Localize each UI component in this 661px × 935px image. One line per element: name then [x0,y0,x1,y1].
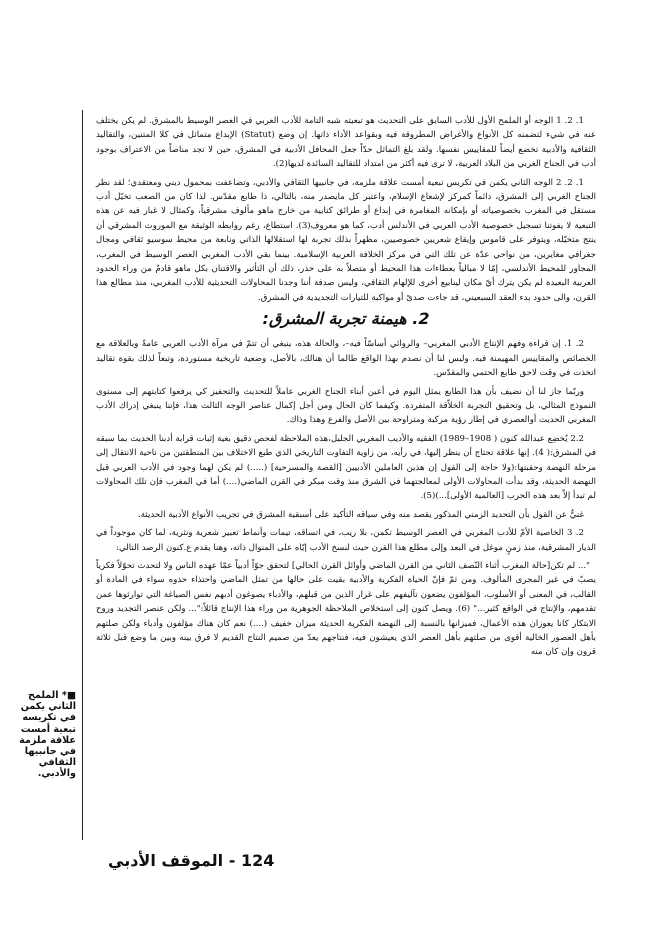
block-quote: "... لم تكن[حالة المغرب أثناء النّصف الثاني من القرن الماضي وأوائل القرن الحالي] لتحقق جوّاً أدبياً عمّا عهده الناس ولا لتحدث تحوّلاً فكرياً يصبّ في غير المجرى المألوف. ومن ثمّ فإنّ الحياة الفكرية والأدبية بقيت على حالها من تمثل الماضي واحتذاء حذوه سواء في المادة أو القالب، في المعنى أو الأسلوب، المؤلفون يضعون تآليفهم على غرار الذين من قبلهم، والأدباء يصوغون أدبهم نفس الصياغة التي توارثوها عمن تقدمهم، والإنتاج في الواقع كثير..." (6). ويصل كنون إلى استخلاص الملاحظة الجوهرية من وراء هذا الإنتاج قائلاً:"... ولكن عنصر التجديد وروح الابتكار كانا يعوزان هذه الأعمال، فميزانها بالنسبة إلى النهضة الفكرية الحديثة ميزان خفيف (....) نعم كان هناك مؤلفون وأدباء ولكن صلتهم بأهل العصور الخالية أقوى من صلتهم بأهل العصر الذي يعيشون فيه، فنتاجهم يعدّ من صميم النتاج القديم لا فرق بينه وبين ما وضع قبل ثلاثة قرون وإن كان منه [96,560,596,658]
paragraph-2-3: 2. 3 الخاصية الأمّ للأدب المغربي في العصر الوسيط تكمن، بلا ريب، في اتساقه، تيمات وأنماط تعبير شعرية ونثرية، لما كان موجوداً في الديار المشرقية، منذ زمنٍ موغل في البعد وإلى مطلع هذا القرن حيث لنسخ الأدب إيّاه على المنوال ذاته، وهنا يقدم ع.كنون الرصد التالي: [96,528,596,553]
paragraph-1-2-1: 1. 2. 1 الوجه أو الملمح الأول للأدب السابق على التحديث هو تبعيته شبه التامة للأدب العربي في العصر الوسيط بالمشرق. لم يكن يختلف عنه في شيء لتضمنه كل الأنواع والأغراض المطروقة فيه وبقواعد الأداء ذاتها. إن وضع (Statut) الإبداع متماثل في كلا المتنين، والتقاليد الثقافية والأدبية تخضع أيضاً للمقاييس نفسها. ولقد بلغ التماثل حدّاً جعل المحافل الأدبية في المشرق، حين لا تجد مناصاً من الاعتراف بوجود أدب في الجناح الغربي من البلاد العربية، لا ترى فيه أكثر من امتداد للتقاليد السائدة لديها(2). [96,116,597,170]
section-heading: 2. هيمنة تجربة المشرق: [262,309,430,329]
margin-pull-quote: ■* الملمح الثاني يكمن في تكريسه تبعية أمست علاقة ملزمة في جانبيها الثقافي والأدبي. [19,690,76,780]
paragraph-2-2: 2.2 يُخضِع عبدالله كنون ( 1908–1989) الفقيه والأديب المغربي الجليل،هذه الملاحظة لفحص دقيق بغية إثبات قرابة أدبنا الحديث بما سبقه في المشرق:( 4). إنها علاقة تحتاج أن ينظر إليها، في رأيه، من زاوية التفاوت التاريخي الذي طبع الاختلاف بين المنطقتين من ناحية الانتقال إلى مرحلة النهضة وحقبتها:(ولا حاجة إلى القول إن هذين العاملين الأدبيين [القصة والمسرحية] (.....) لم يكن لهما وجود في الأدب العربي قبل النهضة الحديثة، وقد بدأت المحاولات الأولى لمعالجتهما في الشرق منذ وقت مبكر في القرن الماضي(....) أما في المغرب فإن تلك المحاولات لم تبدأ إلاّ بعد هذه الحرب [العالمية الأولى]...)(5). [96,433,596,502]
page-footer: 124 - الموقف الأدبي [108,851,275,870]
paragraph-2-2-note: غنيٌّ عن القول بأن التحديد الزمني المذكور يقصد منه وفي سياقه التأكيد على أسبقية المشرق في تجريب الأنواع الأدبية الحديثة. [138,509,584,520]
paragraph-1-2-2: 1. 2. 2 الوجه الثاني يكمن في تكريس تبعية أمست علاقة ملزمة، في جانبيها الثقافي والأدبي، وتضاعفت بمحمول ديني ومعتقدي؛ لقد نظر الجناح الغربي إلى المشرق، دائماً كمركز لإشعاع الإسلام، واعتبر كل مايصدر منه، بالتالي، ذا طابع مقدّس. لذا كان من الصعب تخيّل أدب مستقل في المغرب بخصوصياته أو بإمكانه المغامرة في إبداع أو طرائق كتابية من خارج ماهو مألوف مشرقياً، وكمثال لا غبار فيه عن هذه التبعية لا يفوتنا تسجيل خصوصية الأدب العربي في الأندلس أدب، كما هو معروف(3). استطاع، رغم روابطه الوثيقة مع الموروث المشرقي أن ينتج متخيّله، ويتوفر على قاموس وإيقاع شعريين خصوصيين، مظهراً بذلك تجربة لها استقلالها الذاتي ونابعة من محيط سوسيو ثقافي ومجال جغرافي مغايرين، من نواحي عدّة عن تلك التي في مركز الخلافة العربية الإسلامية. بينما بقي الأدب المغربي العصر الوسيط في المغرب، المجاور للمحيط الأندلسي، إمّا لا مبالياً بعطاءات هذا المحيط أو متصلاً به على حذر، ذلك أن التأثير والاقتنان بكل ماهو قادمٌ من وراء الحدود العربية البعيدة لم يكن يترك أيّ مكان لينابيع أخرى للإلهام الثقافي، وليس صدفة أننا وجدنا المحاولات التحديثية للأدب المغربي، منذ مطالع هذا القرن، والى حدود بدء العقد السبعيني، قد جاءت صدىً أو مواكبة للتيارات التجديدية في المشرق. [96,177,596,303]
article-body [96,114,596,660]
paragraph-2-1-continued: وربّما جاز لنا أن نضيف بأن هذا الطابع يمثل اليوم في أعين أبناء الجناح الغربي عاملاً للتحديث والتحفيز كي يرفعوا كتابتهم إلى مستوى النموذج المثالي، بل وتحقيق التجربة الخلاّقة المتفردة. وكيفما كان الحال ومن أجل إكمال عناصر الوجه الثالث هذا، فإننا ينبغي إدراك الأدب المغربي الحديث أوالعصري في إطار رؤية مركبة ومتراوحة بين الأصل والفرع وهذا وذاك. [96,386,596,426]
paragraph-2-1: 2. 1. إن قراءة وفهم الإنتاج الأدبي المغربي– والروائي أساسّاً فيه–، والحالة هذه، ينبغي أن تتمّ في مرآة الأدب العربي عامةً وبالعلاقة مع الخصائص والمقاييس المهيمنة فيه. وليس لنا أن نصدم بهذا الواقع طالما أن هنالك، بالأصل، وضعية تاريخية مستوردة، وتبعاً لذلك بقوة تقاليد اتخذت في وقت لاحق طابع الحتمي والمقدّس. [96,339,596,379]
